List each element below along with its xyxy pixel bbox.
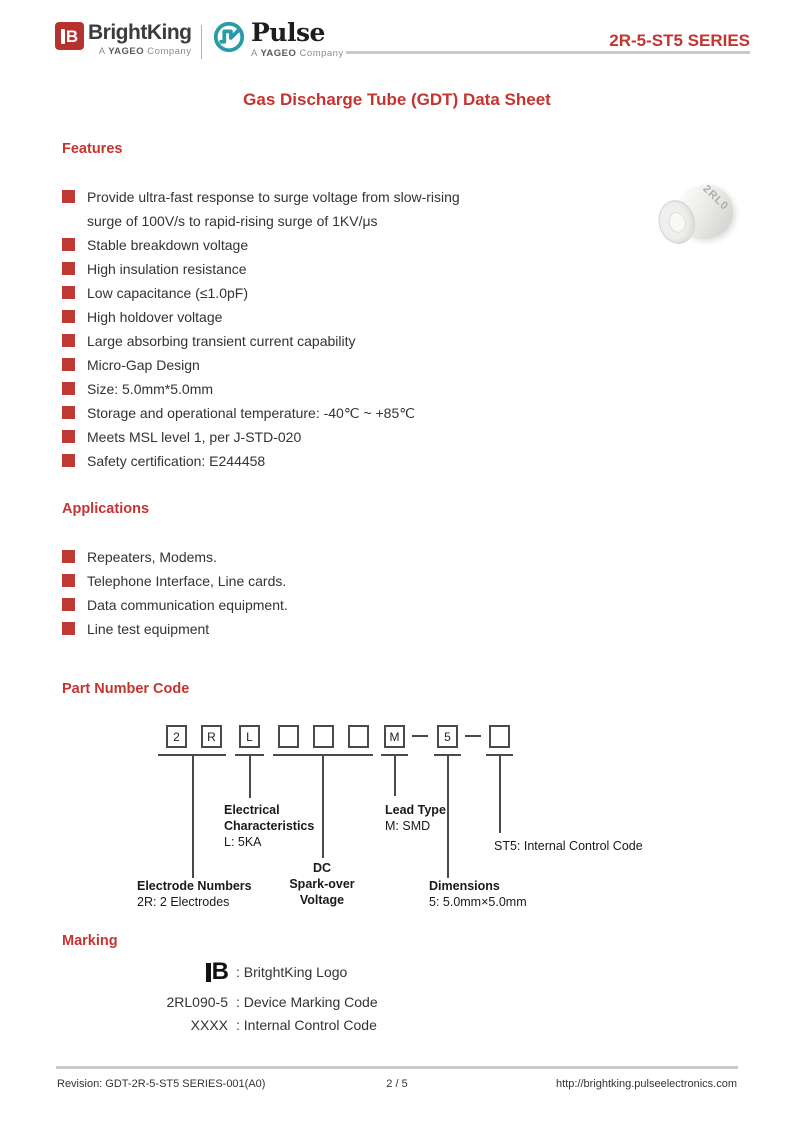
bullet-square-icon: [62, 598, 75, 611]
applications-heading: Applications: [62, 501, 150, 517]
bullet-square-icon: [62, 334, 75, 347]
list-item: Data communication equipment.: [62, 596, 288, 620]
list-item-continuation: surge of 100V/s to rapid-rising surge of 1KV/μs: [62, 212, 460, 236]
marking-logo-glyph: B: [98, 960, 228, 985]
brightking-name: BrightKing: [88, 21, 192, 44]
leader-electrical: [249, 754, 251, 798]
part-number-heading: Part Number Code: [62, 681, 190, 697]
list-item: Size: 5.0mm*5.0mm: [62, 380, 460, 404]
bullet-square-icon: [62, 358, 75, 371]
pn-dash-icon: [465, 735, 481, 737]
marking-heading: Marking: [62, 933, 118, 949]
pulse-yageo-subtitle: A YAGEO Company: [251, 48, 344, 59]
bullet-square-icon: [62, 622, 75, 635]
label-dc-sparkover-voltage: DC Spark-over Voltage: [289, 861, 355, 907]
features-list: [62, 188, 460, 476]
label-electrical-characteristics: Electrical Characteristics L: 5KA: [224, 803, 315, 849]
list-item: High insulation resistance: [62, 260, 460, 284]
footer-page-number: 2 / 5: [386, 1078, 408, 1090]
pn-box-dimensions: 5: [437, 725, 458, 748]
footer-revision: Revision: GDT-2R-5-ST5 SERIES-001(A0): [57, 1078, 266, 1090]
list-item: Storage and operational temperature: -40℃ ~ +85℃: [62, 404, 460, 428]
bullet-spacer: [62, 214, 75, 227]
bullet-square-icon: [62, 454, 75, 467]
label-electrode-numbers: Electrode Numbers 2R: 2 Electrodes: [137, 879, 252, 909]
features-heading: Features: [62, 141, 123, 157]
pulse-name: Pulse: [251, 18, 325, 47]
brightking-logo-icon: B: [55, 22, 84, 50]
pn-box-voltage-1: [278, 725, 299, 748]
pulse-logo-icon: [212, 20, 246, 54]
list-item: Safety certification: E244458: [62, 452, 460, 476]
pn-dash-icon: [412, 735, 428, 737]
leader-control-code: [499, 754, 501, 833]
pn-box-electrode-1: 2: [166, 725, 187, 748]
gdt-marking-text: 2RL0: [700, 182, 731, 214]
bullet-square-icon: [62, 382, 75, 395]
list-item: Micro-Gap Design: [62, 356, 460, 380]
page-title: Gas Discharge Tube (GDT) Data Sheet: [243, 90, 551, 109]
header-logo-divider: [201, 25, 202, 59]
pn-box-voltage-3: [348, 725, 369, 748]
marking-row-internal-code: XXXX : Internal Control Code: [190, 1017, 377, 1033]
list-item: Repeaters, Modems.: [62, 548, 288, 572]
list-item: Provide ultra-fast response to surge voltage from slow-rising: [62, 188, 460, 212]
bullet-square-icon: [62, 574, 75, 587]
marking-row-logo: B : BritghtKing Logo: [98, 960, 347, 985]
pulse-logo: [212, 20, 344, 59]
footer-rule: [56, 1066, 738, 1069]
leader-lead: [394, 754, 396, 796]
pn-box-electrode-2: R: [201, 725, 222, 748]
marking-row-device-code: 2RL090-5 : Device Marking Code: [166, 994, 378, 1010]
list-item: Line test equipment: [62, 620, 288, 644]
list-item: High holdover voltage: [62, 308, 460, 332]
label-dimensions: Dimensions 5: 5.0mm×5.0mm: [429, 879, 527, 909]
footer-url[interactable]: http://brightking.pulseelectronics.com: [556, 1078, 737, 1090]
label-internal-control-code: ST5: Internal Control Code: [494, 839, 643, 853]
bullet-square-icon: [62, 238, 75, 251]
list-item: Meets MSL level 1, per J-STD-020: [62, 428, 460, 452]
pn-box-electrical: L: [239, 725, 260, 748]
header-rule: [346, 51, 750, 54]
bullet-square-icon: [62, 262, 75, 275]
bullet-square-icon: [62, 406, 75, 419]
list-item: Stable breakdown voltage: [62, 236, 460, 260]
brightking-yageo-subtitle: A YAGEO Company: [98, 46, 192, 57]
pn-box-voltage-2: [313, 725, 334, 748]
label-lead-type: Lead Type M: SMD: [385, 803, 446, 833]
bullet-square-icon: [62, 190, 75, 203]
pn-box-lead-type: M: [384, 725, 405, 748]
product-photo: [650, 176, 750, 260]
leader-voltage: [322, 754, 324, 858]
pn-box-control-code: [489, 725, 510, 748]
bullet-square-icon: [62, 286, 75, 299]
list-item: Telephone Interface, Line cards.: [62, 572, 288, 596]
list-item: Low capacitance (≤1.0pF): [62, 284, 460, 308]
bullet-square-icon: [62, 430, 75, 443]
leader-electrode: [192, 754, 194, 878]
applications-list: [62, 548, 288, 644]
bullet-square-icon: [62, 310, 75, 323]
series-title: 2R-5-ST5 SERIES: [609, 31, 750, 50]
leader-dimensions: [447, 754, 449, 878]
bullet-square-icon: [62, 550, 75, 563]
list-item: Large absorbing transient current capability: [62, 332, 460, 356]
brightking-logo: [55, 22, 191, 57]
